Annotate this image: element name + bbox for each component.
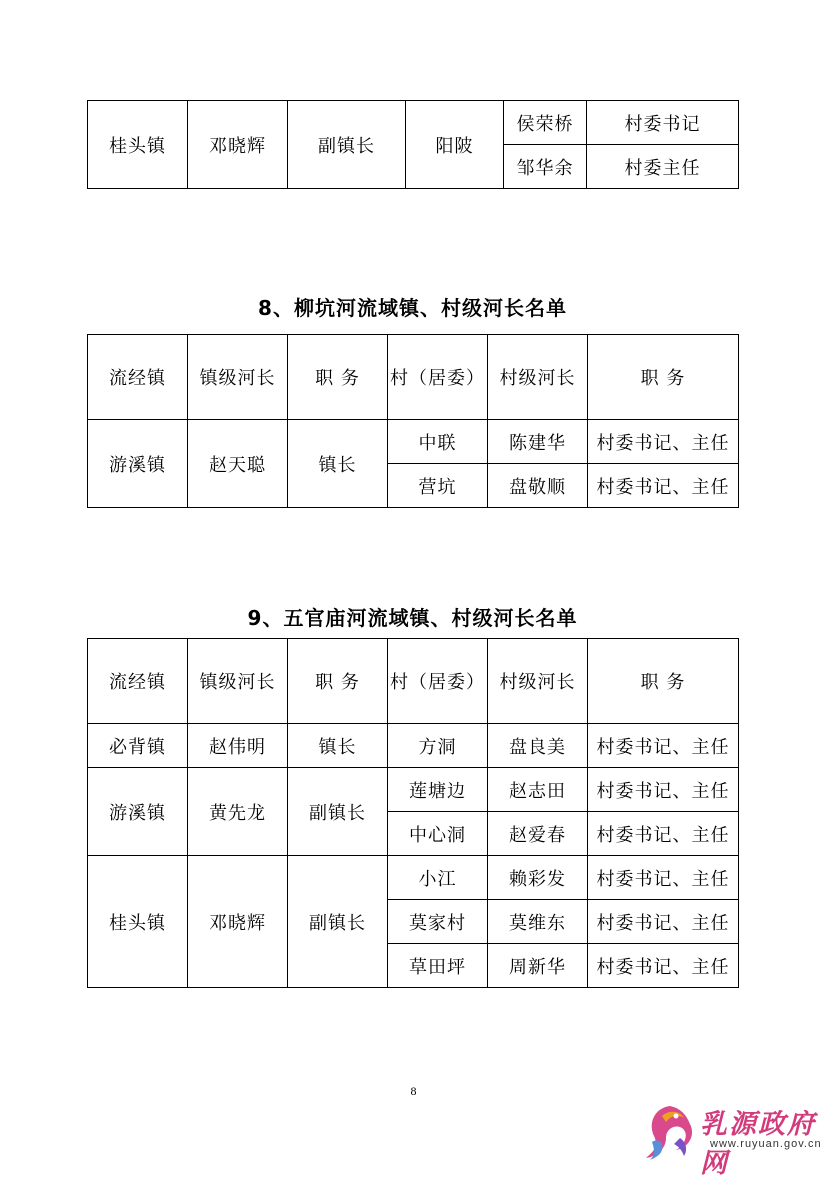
header-village-chief: 村级河长: [488, 335, 588, 420]
town-chief-cell: 黄先龙: [188, 768, 288, 856]
village-duty-cell: 村委书记、主任: [588, 812, 739, 856]
village-chief-cell: 盘敬顺: [488, 464, 588, 508]
town-chief-cell: 赵天聪: [188, 420, 288, 508]
table-row: [88, 724, 739, 768]
table-row: [88, 856, 739, 900]
header-town-chief: 镇级河长: [188, 335, 288, 420]
village-chief-cell: 邹华余: [504, 145, 587, 189]
town-position-cell: 镇长: [288, 724, 388, 768]
header-town: 流经镇: [88, 335, 188, 420]
village-cell: 中心洞: [388, 812, 488, 856]
village-cell: 莲塘边: [388, 768, 488, 812]
header-town-chief: 镇级河长: [188, 639, 288, 724]
village-chief-cell: 盘良美: [488, 724, 588, 768]
village-cell: 方洞: [388, 724, 488, 768]
town-chief-cell: 邓晓辉: [188, 101, 288, 189]
table-header-row: [88, 639, 739, 724]
site-watermark: [640, 1098, 822, 1179]
section-8-table: [87, 334, 739, 508]
village-duty-cell: 村委主任: [587, 145, 739, 189]
watermark-url: www.ruyuan.gov.cn: [710, 1138, 822, 1150]
village-duty-cell: 村委书记: [587, 101, 739, 145]
header-village: 村（居委）: [388, 639, 488, 724]
village-chief-cell: 周新华: [488, 944, 588, 988]
header-village-chief: 村级河长: [488, 639, 588, 724]
table-row: [88, 101, 739, 145]
village-cell: 中联: [388, 420, 488, 464]
town-cell: 游溪镇: [88, 420, 188, 508]
town-cell: 桂头镇: [88, 101, 188, 189]
section-8-title: 8、柳坑河流域镇、村级河长名单: [258, 296, 567, 320]
village-duty-cell: 村委书记、主任: [588, 856, 739, 900]
village-cell: 小江: [388, 856, 488, 900]
village-chief-cell: 侯荣桥: [504, 101, 587, 145]
village-duty-cell: 村委书记、主任: [588, 768, 739, 812]
section-9-table: [87, 638, 739, 988]
header-duty: 职 务: [588, 639, 739, 724]
header-position: 职 务: [288, 335, 388, 420]
town-cell: 必背镇: [88, 724, 188, 768]
village-duty-cell: 村委书记、主任: [588, 420, 739, 464]
town-position-cell: 副镇长: [288, 101, 406, 189]
village-cell: 营坑: [388, 464, 488, 508]
header-duty: 职 务: [588, 335, 739, 420]
dragon-logo-icon: [640, 1098, 700, 1164]
village-chief-cell: 莫维东: [488, 900, 588, 944]
town-chief-cell: 邓晓辉: [188, 856, 288, 988]
table-header-row: [88, 335, 739, 420]
watermark-title: 乳源政府网: [700, 1109, 816, 1179]
town-cell: 桂头镇: [88, 856, 188, 988]
village-chief-cell: 赖彩发: [488, 856, 588, 900]
section-9-title: 9、五官庙河流域镇、村级河长名单: [247, 606, 578, 630]
town-chief-cell: 赵伟明: [188, 724, 288, 768]
town-position-cell: 镇长: [288, 420, 388, 508]
village-duty-cell: 村委书记、主任: [588, 464, 739, 508]
village-chief-cell: 赵爱春: [488, 812, 588, 856]
village-duty-cell: 村委书记、主任: [588, 944, 739, 988]
town-cell: 游溪镇: [88, 768, 188, 856]
village-cell: 阳陂: [406, 101, 504, 189]
header-town: 流经镇: [88, 639, 188, 724]
header-village: 村（居委）: [388, 335, 488, 420]
town-position-cell: 副镇长: [288, 856, 388, 988]
table-row: [88, 768, 739, 812]
village-cell: 莫家村: [388, 900, 488, 944]
town-position-cell: 副镇长: [288, 768, 388, 856]
header-position: 职 务: [288, 639, 388, 724]
village-duty-cell: 村委书记、主任: [588, 724, 739, 768]
village-chief-cell: 赵志田: [488, 768, 588, 812]
village-duty-cell: 村委书记、主任: [588, 900, 739, 944]
village-cell: 草田坪: [388, 944, 488, 988]
continued-river-chief-table: [87, 100, 739, 189]
page-number: 8: [410, 1084, 417, 1098]
village-chief-cell: 陈建华: [488, 420, 588, 464]
table-row: [88, 420, 739, 464]
